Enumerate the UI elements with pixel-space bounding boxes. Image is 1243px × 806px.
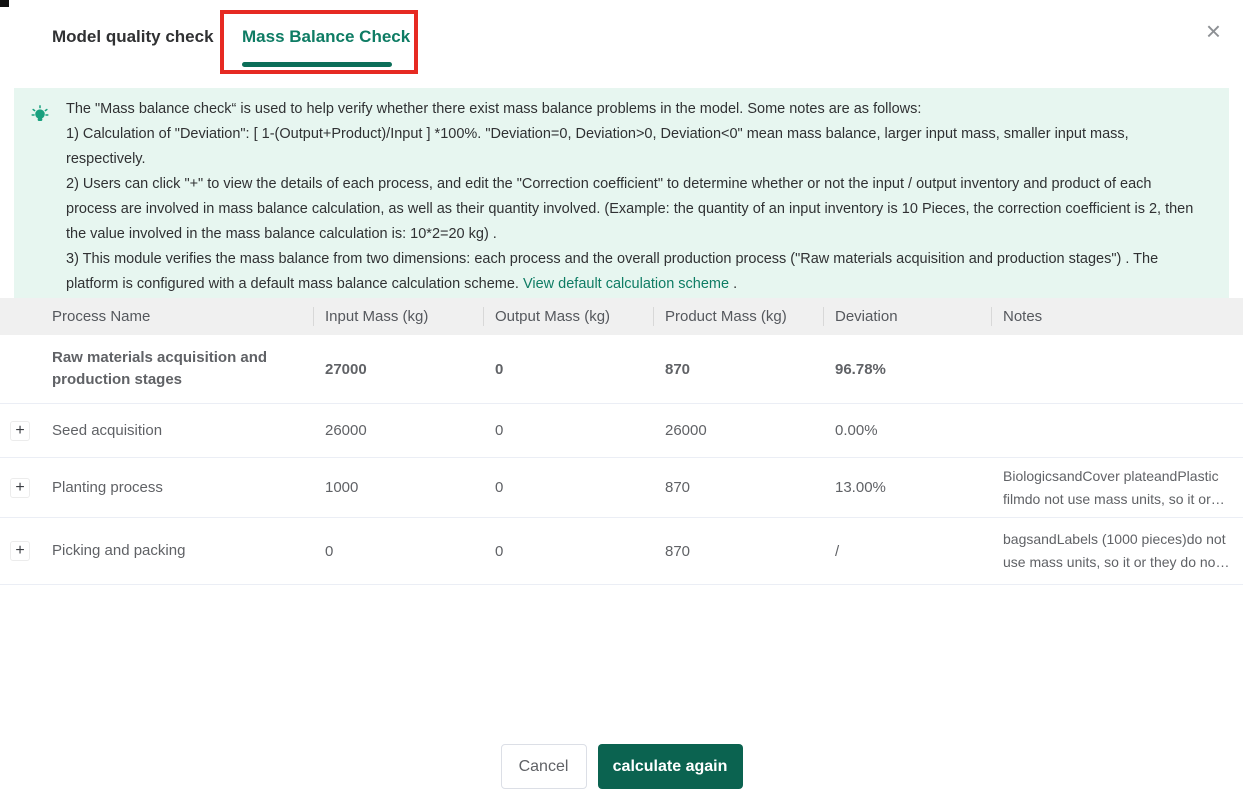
info-banner (14, 88, 1229, 309)
table-header-row (0, 298, 1243, 335)
expand-plus-icon[interactable]: + (10, 541, 30, 561)
info-line-3: 2) Users can click "+" to view the details of each process, and edit the "Correction coefficient" to determine whether or not the input / output inventory and product of each process are involved in mass balance calculation, as well as their quantity involved. (Example: the quantity of an input inventory is 10 Pieces, the correction coefficient is 2, then the value involved in the mass balance calculation is: 10*2=20 kg) . (66, 176, 1194, 242)
deviation-value: / (835, 542, 840, 560)
input-mass-value: 27000 (325, 360, 367, 378)
header-input-mass: Input Mass (kg) (313, 298, 483, 335)
output-mass-value: 0 (495, 542, 504, 560)
process-name: Raw materials acquisition and production stages (52, 349, 268, 388)
input-mass-value: 1000 (325, 479, 359, 496)
tab-bar (0, 0, 1243, 86)
lightbulb-icon (14, 97, 66, 297)
info-line-4 (66, 247, 1199, 297)
cancel-button[interactable]: Cancel (501, 744, 587, 789)
table-row-seed-acquisition (0, 404, 1243, 458)
output-mass-value: 0 (495, 422, 504, 439)
mass-balance-table (0, 298, 1243, 585)
info-line-1: The "Mass balance check“ is used to help verify whether there exist mass balance problems in the model. Some notes are as follows: (66, 101, 922, 117)
notes-value: BiologicsandCover plateandPlastic filmdo not use mass units, so it or… (1003, 467, 1225, 507)
calculate-again-button[interactable]: calculate again (598, 744, 743, 789)
info-line-2: 1) Calculation of "Deviation": [ 1-(Output+Product)/Input ] *100%. "Deviation=0, Deviation>0, Deviation<0" mean mass balance, larger input mass, smaller input mass, respectively. (66, 126, 1129, 167)
info-text (66, 97, 1199, 297)
product-mass-value: 870 (665, 360, 691, 378)
header-deviation: Deviation (823, 298, 991, 335)
table-row-picking-and-packing (0, 518, 1243, 585)
close-icon[interactable]: × (1205, 16, 1221, 46)
input-mass-value: 0 (325, 542, 334, 560)
table-body (0, 335, 1243, 585)
expand-cell (0, 541, 40, 561)
table-row-planting-process (0, 458, 1243, 518)
product-mass-value: 870 (665, 542, 691, 560)
info-line-4-text: 3) This module verifies the mass balance from two dimensions: each process and the overall production process ("Raw materials acquisition and production stages") . The platform is configured with a default mass balance calculation scheme. (66, 251, 1159, 292)
product-mass-value: 870 (665, 479, 691, 496)
expand-cell (0, 478, 40, 498)
deviation-value: 0.00% (835, 422, 878, 439)
header-output-mass: Output Mass (kg) (483, 298, 653, 335)
tab-mass-balance-check[interactable]: Mass Balance Check (242, 27, 411, 46)
process-name: Picking and packing (52, 542, 186, 559)
input-mass-value: 26000 (325, 422, 367, 439)
active-tab-underline (242, 62, 392, 67)
view-default-scheme-link[interactable]: View default calculation scheme (522, 276, 730, 292)
deviation-value: 96.78% (835, 360, 886, 378)
tab-model-quality-check[interactable]: Model quality check (52, 27, 214, 46)
header-product-mass: Product Mass (kg) (653, 298, 823, 335)
process-name: Seed acquisition (52, 421, 163, 439)
table-row-total (0, 335, 1243, 404)
process-name: Planting process (52, 478, 163, 496)
product-mass-value: 26000 (665, 422, 707, 439)
expand-plus-icon[interactable]: + (10, 478, 30, 498)
output-mass-value: 0 (495, 360, 504, 378)
header-expand-spacer (0, 298, 40, 335)
output-mass-value: 0 (495, 479, 504, 496)
info-line-4-suffix: . (729, 276, 738, 292)
footer-actions (0, 744, 1243, 789)
header-process-name: Process Name (52, 308, 151, 325)
deviation-value: 13.00% (835, 479, 886, 496)
notes-value: bagsandLabels (1000 pieces)do not use mass units, so it or they do no… (1003, 531, 1230, 570)
header-notes: Notes (991, 298, 1243, 335)
expand-cell (0, 421, 40, 441)
expand-plus-icon[interactable]: + (10, 421, 30, 441)
